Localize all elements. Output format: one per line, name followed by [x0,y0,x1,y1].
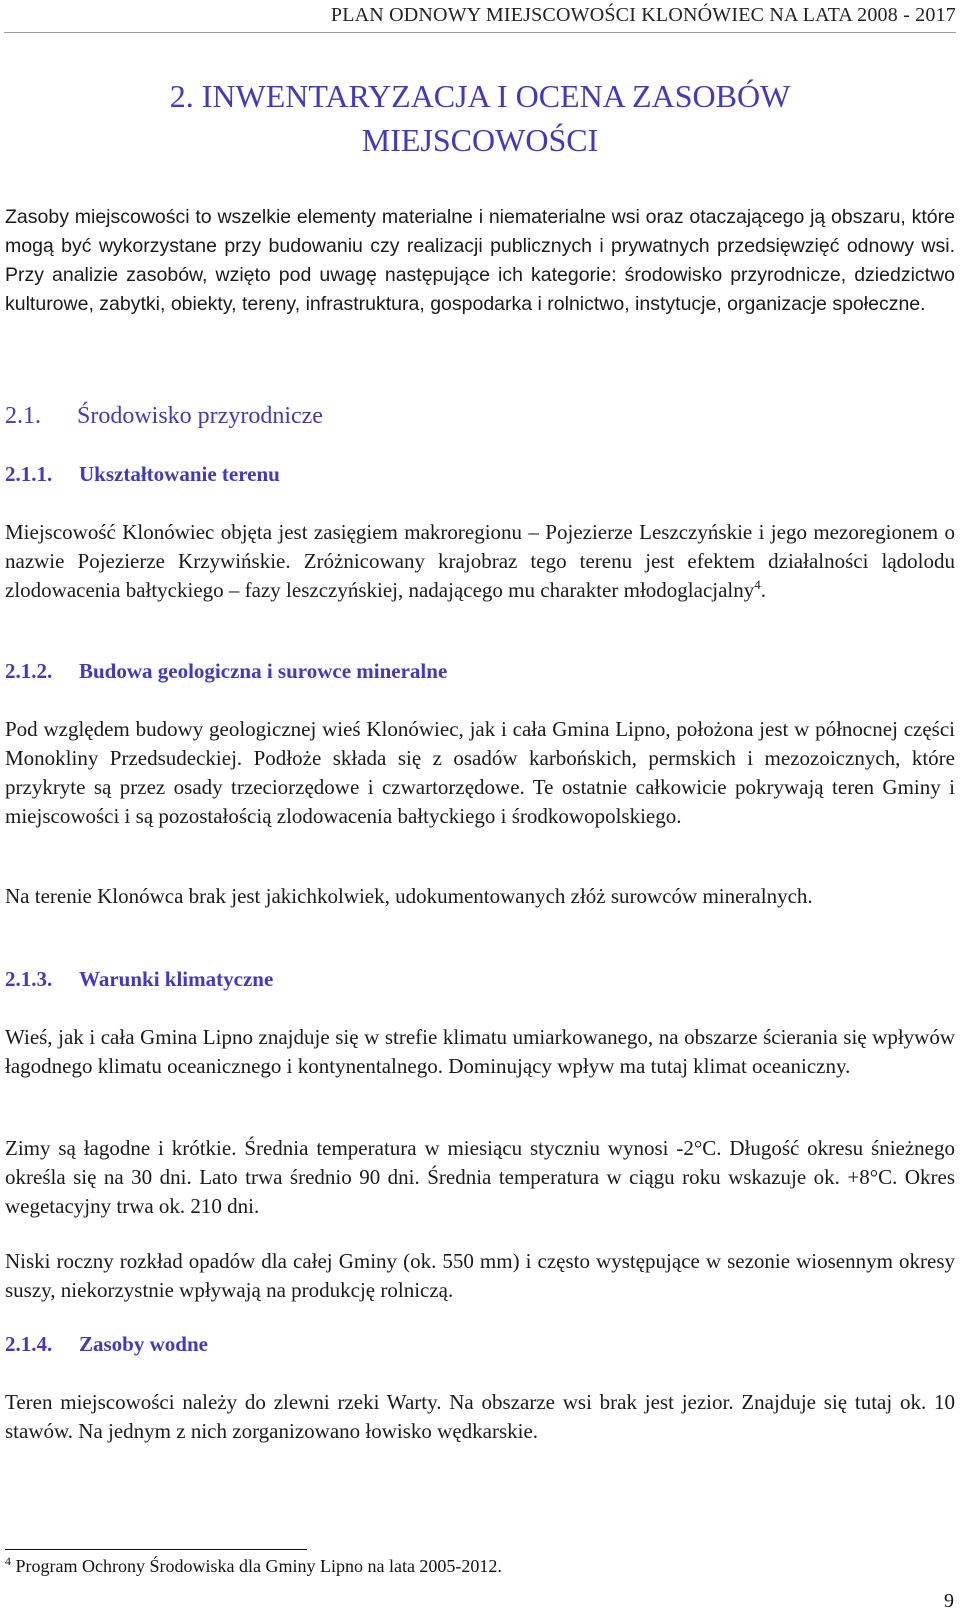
intro-paragraph [5,203,955,319]
minerals-paragraph: Na terenie Klonówca brak jest jakichkolwiek, udokumentowanych złóż surowców mineralnych. [5,884,813,908]
subsection-title: Ukształtowanie terenu [79,462,280,486]
section-title: Środowisko przyrodnicze [77,403,323,429]
climate-paragraph-1: Wieś, jak i cała Gmina Lipno znajduje się w strefie klimatu umiarkowanego, na obszarze ścierania się wpływów łagodnego klimatu oceanicznego i kontynentalnego. Dominujący wpływ ma tutaj klimat oceaniczny. [5,1025,955,1078]
terrain-text: Miejscowość Klonówiec objęta jest zasięgiem makroregionu – Pojezierze Leszczyńskie i jego mezoregionem o nazwie Pojezierze Krzywińskie. Zróżnicowany krajobraz tego terenu jest efektem działalności lądolodu zlodowacenia bałtyckiego – fazy leszczyńskiej, nadającego mu charakter młodoglacjalny [5,520,955,602]
subsection-title: Warunki klimatyczne [79,967,274,991]
footnote-number: 4 [5,1554,11,1568]
subsection-number: 2.1.3. [5,967,53,991]
subsection-heading-2-1-4 [5,1332,208,1357]
subsection-number: 2.1.4. [5,1332,53,1356]
header-divider [4,32,956,33]
terrain-text-end: . [760,578,767,602]
footnote-reference: 4 [754,577,761,592]
chapter-title [0,74,960,162]
subsection-number: 2.1.2. [5,659,53,683]
footnote-divider [5,1549,307,1550]
section-heading-2-1 [5,403,323,430]
subsection-heading-2-1-1 [5,462,280,487]
subsection-number: 2.1.1. [5,462,53,486]
subsection-heading-2-1-3 [5,967,273,992]
terrain-paragraph [5,518,955,605]
page-number: 9 [944,1590,954,1612]
climate-paragraph-2: Zimy są łagodne i krótkie. Średnia temperatura w miesiącu styczniu wynosi -2°C. Długość okresu śnieżnego określa się na 30 dni. Lato trwa średnio 90 dni. Średnia temperatura w ciągu roku wskazuje ok. +8°C. Okres wegetacyjny trwa ok. 210 dni. [5,1136,955,1218]
water-paragraph: Teren miejscowości należy do zlewni rzeki Warty. Na obszarze wsi brak jest jezior. Znajduje się tutaj ok. 10 stawów. Na jednym z nich zorganizowano łowisko wędkarskie. [5,1390,955,1443]
chapter-title-line-1: 2. INWENTARYZACJA I OCENA ZASOBÓW [169,78,791,114]
geology-paragraph: Pod względem budowy geologicznej wieś Klonówiec, jak i cała Gmina Lipno, położona jest w północnej części Monokliny Przedsudeckiej. Podłoże składa się z osadów karbońskich, permskich i mezozoicznych, które przykryte są przez osady trzeciorzędowe i czwartorzędowe. Te ostatnie całkowicie pokrywają teren Gminy i miejscowości i są pozostałością zlodowacenia bałtyckiego i środkowopolskiego. [5,717,955,828]
subsection-title: Zasoby wodne [79,1332,208,1356]
running-header: PLAN ODNOWY MIEJSCOWOŚCI KLONÓWIEC NA LATA 2008 - 2017 [330,4,956,26]
subsection-heading-2-1-2 [5,659,447,684]
intro-text-part-1: Zasoby miejscowości to wszelkie elementy materialne i niematerialne wsi oraz otaczającego ją obszaru, które mogą być wykorzystane przy budowaniu czy realizacji publicznych i prywatnych przedsięwzięć odnowy wsi. [5,206,955,257]
footnote [5,1556,502,1577]
section-number: 2.1. [5,403,41,429]
footnote-text: Program Ochrony Środowiska dla Gminy Lipno na lata 2005-2012. [15,1556,502,1576]
intro-text-part-2: Przy analizie zasobów, wzięto pod uwagę następujące ich kategorie: środowisko przyrodnicze, dziedzictwo kulturowe, zabytki, obiekty, tereny, infrastruktura, gospodarka i rolnictwo, instytucje, organizacje społeczne. [5,264,955,315]
chapter-title-line-2: MIEJSCOWOŚCI [361,122,599,158]
climate-paragraph-3: Niski roczny rozkład opadów dla całej Gminy (ok. 550 mm) i często występujące w sezonie wiosennym okresy suszy, niekorzystnie wpływają na produkcję rolniczą. [5,1249,955,1302]
subsection-title: Budowa geologiczna i surowce mineralne [79,659,448,683]
